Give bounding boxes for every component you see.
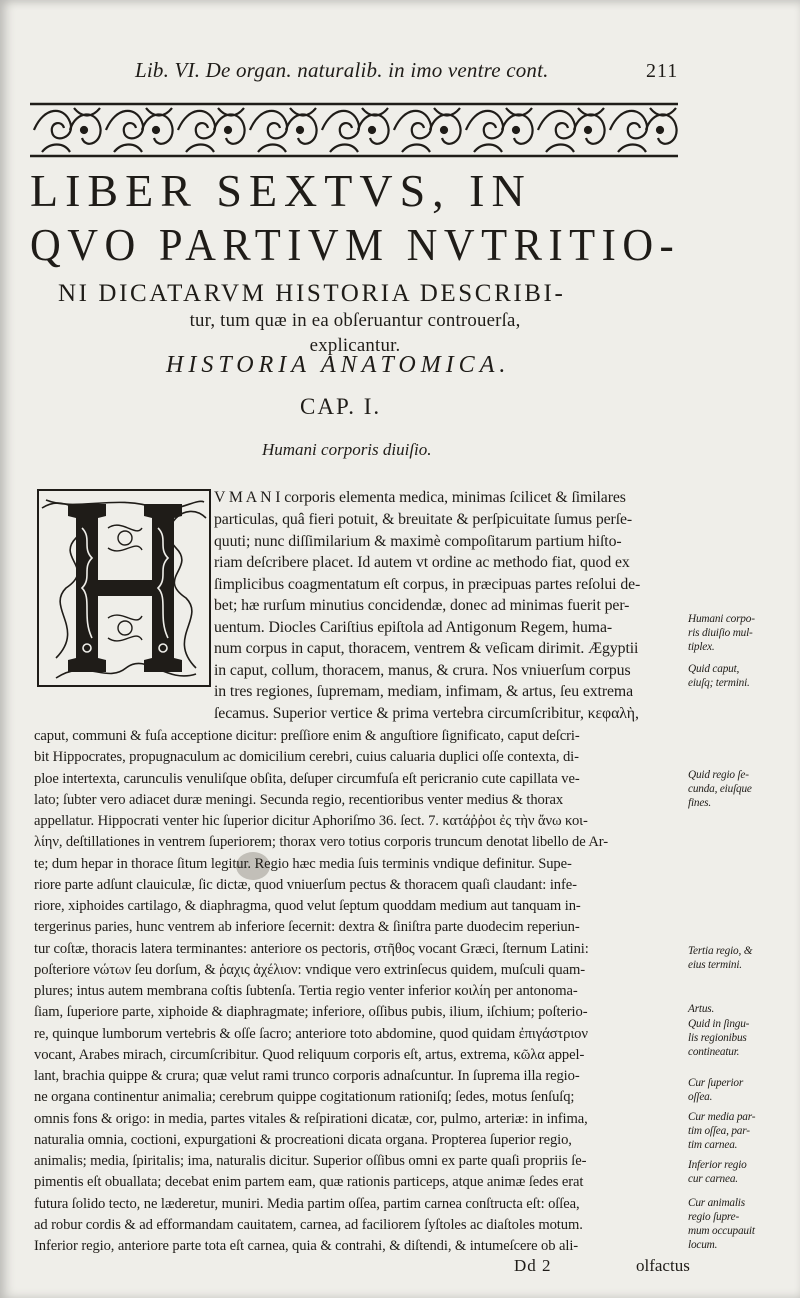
margin-note: ris diuiſio mul- bbox=[688, 627, 753, 639]
margin-note: cunda, eiuſque bbox=[688, 783, 752, 795]
text-line: tergerinus paries, hunc ventrem ab inferiore ſecernit: dextra & ſiniſtra parte duodecim reperiun- bbox=[34, 919, 580, 935]
ornamental-headpiece bbox=[30, 100, 678, 160]
text-line: caput, communi & fuſa acceptione dicitur: preſſiore enim & anguſtiore ſignificato, caput deſcri- bbox=[34, 728, 580, 744]
margin-note: eiuſq; termini. bbox=[688, 677, 750, 689]
chapter-heading: CAP. I. bbox=[300, 394, 382, 419]
margin-note: tim carnea. bbox=[688, 1139, 738, 1151]
text-line: re, quinque lumborum vertebris & oſſe ſacro; anteriore toto abdomine, quod quidam ἐπιγάστριον bbox=[34, 1026, 588, 1042]
text-line: uentum. Diocles Cariſtius epiſtola ad Antigonum Regem, huma- bbox=[214, 619, 613, 636]
margin-note: Inferior regio bbox=[688, 1159, 747, 1171]
title-line: QVO PARTIVM NVTRITIO- bbox=[30, 219, 681, 270]
margin-note: tiplex. bbox=[688, 641, 715, 653]
margin-note: contineatur. bbox=[688, 1046, 740, 1058]
running-head: Lib. VI. De organ. naturalib. in imo ventre cont. bbox=[135, 58, 549, 82]
margin-note: Quid regio ſe- bbox=[688, 769, 749, 781]
text-line: pimentis eſt obuallata; decebat enim partem eam, quæ rationis particeps, atque animæ ſedes erat bbox=[34, 1174, 584, 1190]
text-line: ſecamus. Superior vertice & prima vertebra circumſcribitur, κεφαλὴ, bbox=[214, 705, 639, 722]
margin-note: regio ſupre- bbox=[688, 1211, 740, 1223]
text-line: tur coſtæ, thoracis latera terminantes: anteriore os pectoris, στῆθος vocant Græci, ſternum Latini: bbox=[34, 941, 589, 957]
text-line: in caput, collum, thoracem, manus, & crura. Nos vniuerſum corpus bbox=[214, 662, 631, 679]
catchword: olfactus bbox=[636, 1256, 690, 1275]
text-line: lato; ſubter vero adiacet duræ meningi. Secunda regio, recentioribus venter medius & thorax bbox=[34, 792, 564, 808]
title-line: explicantur. bbox=[309, 335, 401, 356]
text-line: bit Hippocrates, propugnaculum ac domicilium cerebri, cuius caluaria duplici oſſe contexta, di- bbox=[34, 749, 579, 765]
text-line: bet; hæ rurſum minutius concidendæ, donec ad minimas fuerit per- bbox=[214, 597, 630, 614]
margin-note: Cur media par- bbox=[688, 1111, 756, 1123]
title-line: NI DICATARVM HISTORIA DESCRIBI- bbox=[58, 280, 566, 307]
decorated-initial-h bbox=[36, 488, 212, 688]
text-line: riam deſcribere placet. Id autem vt ordine ac methodo fiat, quod ex bbox=[214, 554, 630, 571]
margin-note: Cur animalis bbox=[688, 1197, 745, 1209]
section-heading: HISTORIA ANATOMICA. bbox=[166, 352, 511, 378]
text-line: V M A N I corporis elementa medica, minimas ſcilicet & ſimilares bbox=[214, 489, 626, 506]
text-line: ploe intertexta, carunculis venuliſque obſita, deſuper circumfuſa eſt pericranio cute capillata ve- bbox=[34, 771, 580, 787]
text-line: λίην, deſtillationes in ventrem ſuperiorem; thorax vero totius corporis truncum denotat libello de Ar- bbox=[34, 834, 609, 850]
margin-note: Quid caput, bbox=[688, 663, 740, 675]
text-line: plures; intus autem membrana coſtis ſubtenſa. Tertia regio venter inferior κοιλίη per antonoma- bbox=[34, 983, 578, 999]
text-line: futura ſolido tecto, ne læderetur, muniri. Media partim oſſea, partim carnea conſtructa eſt: oſſea, bbox=[34, 1196, 580, 1212]
margin-note: fines. bbox=[688, 797, 711, 809]
margin-note: Cur ſuperior bbox=[688, 1077, 744, 1089]
margin-note: Artus. bbox=[688, 1003, 715, 1015]
signature-mark: Dd 2 bbox=[514, 1256, 552, 1275]
text-line: naturalia omnia, coctioni, expurgationi & procreationi dicata organa. Propterea ſuperior regio, bbox=[34, 1132, 572, 1148]
margin-note: lis regionibus bbox=[688, 1032, 747, 1044]
text-line: te; dum hepar in thorace ſitum legitur. Regio hæc media ſuis terminis vndique definitur. Supe- bbox=[34, 856, 572, 872]
text-line: quuti; nunc diſſimilarium & maximè compoſitarum partium hiſto- bbox=[214, 533, 622, 550]
margin-note: oſſea. bbox=[688, 1091, 713, 1103]
text-line: num corpus in caput, thoracem, ventrem & veſicam dirimit. Ægyptii bbox=[214, 640, 639, 657]
text-line: animalis; media, ſpiritalis; ima, naturalis dicitur. Superior oſſibus omni ex parte quaſi propriis ſe- bbox=[34, 1153, 587, 1169]
margin-note: locum. bbox=[688, 1239, 718, 1251]
text-line: particulas, quâ fieri potuit, & breuitate & perſpicuitate ſumus perſe- bbox=[214, 511, 633, 528]
text-line: ſiam, ſuperiore parte, xiphoide & diaphragmate; inferiore, oſſibus pubis, ilium, iſchium; poſterio- bbox=[34, 1004, 588, 1020]
margin-note: tim oſſea, par- bbox=[688, 1125, 750, 1137]
text-line: ad robur cordis & ad efformandam cauitatem, carnea, ad faciliorem ſyſtoles ac diaſtoles motum. bbox=[34, 1217, 583, 1233]
text-line: in tres regiones, ſupremam, mediam, infimam, & artus, ſeu extrema bbox=[214, 683, 634, 700]
text-line: vocant, Arabes mirach, circumſcribitur. Quod reliquum corporis eſt, artus, extrema, κῶλα appel- bbox=[34, 1047, 585, 1063]
title-line: tur, tum quæ in ea obſeruantur controuerſa, bbox=[189, 310, 521, 331]
text-line: Inferior regio, anteriore parte tota eſt carnea, quia & contrahi, & diſtendi, & intumeſcere ob ali- bbox=[34, 1238, 579, 1254]
text-line: ſimplicibus coagmentatum eſt corpus, in præcipuas partes reſolui de- bbox=[214, 576, 641, 593]
text-line: omnis fons & origo: in media, partes vitales & reſpirationi dicatæ, cor, pulmo, arteriæ: in infima, bbox=[34, 1111, 588, 1127]
text-line: ne organa continentur animalia; cerebrum quippe cogitationum rationiſq; ſedes, motus ſenſuſq; bbox=[34, 1089, 575, 1105]
text-line: poſteriore νώτων ſeu dorſum, & ῥαχις ἀχέλιον: vndique vero extrinſecus quidem, muſculi quam- bbox=[34, 962, 585, 978]
margin-note: Tertia regio, & bbox=[688, 945, 753, 957]
margin-note: Humani corpo- bbox=[688, 613, 755, 625]
page-number: 211 bbox=[646, 60, 679, 82]
margin-note: mum occupauit bbox=[688, 1225, 755, 1237]
text-line: riore parte adſunt clauiculæ, ſic dictæ, quod vniuerſum pectus & thoracem quaſi claudant: infe- bbox=[34, 877, 577, 893]
text-line: appellatur. Hippocrati venter hic ſuperior dicitur Aphoriſmo 36. ſect. 7. κατάῤῥοι ἐς τὴν ἄνω κοι- bbox=[34, 813, 588, 829]
margin-note: Quid in ſingu- bbox=[688, 1018, 750, 1030]
chapter-subtitle: Humani corporis diuiſio. bbox=[262, 440, 432, 459]
margin-note: eius termini. bbox=[688, 959, 742, 971]
title-line: LIBER SEXTVS, IN bbox=[30, 165, 532, 216]
text-line: lant, brachia quippe & crura; quæ velut rami trunco corporis adnaſcuntur. In ſuprema illa regio- bbox=[34, 1068, 580, 1084]
text-line: riore, xiphoides cartilago, & diaphragma, quod velut ſeptum quoddam medium aut tanquam in- bbox=[34, 898, 581, 914]
margin-note: cur carnea. bbox=[688, 1173, 738, 1185]
